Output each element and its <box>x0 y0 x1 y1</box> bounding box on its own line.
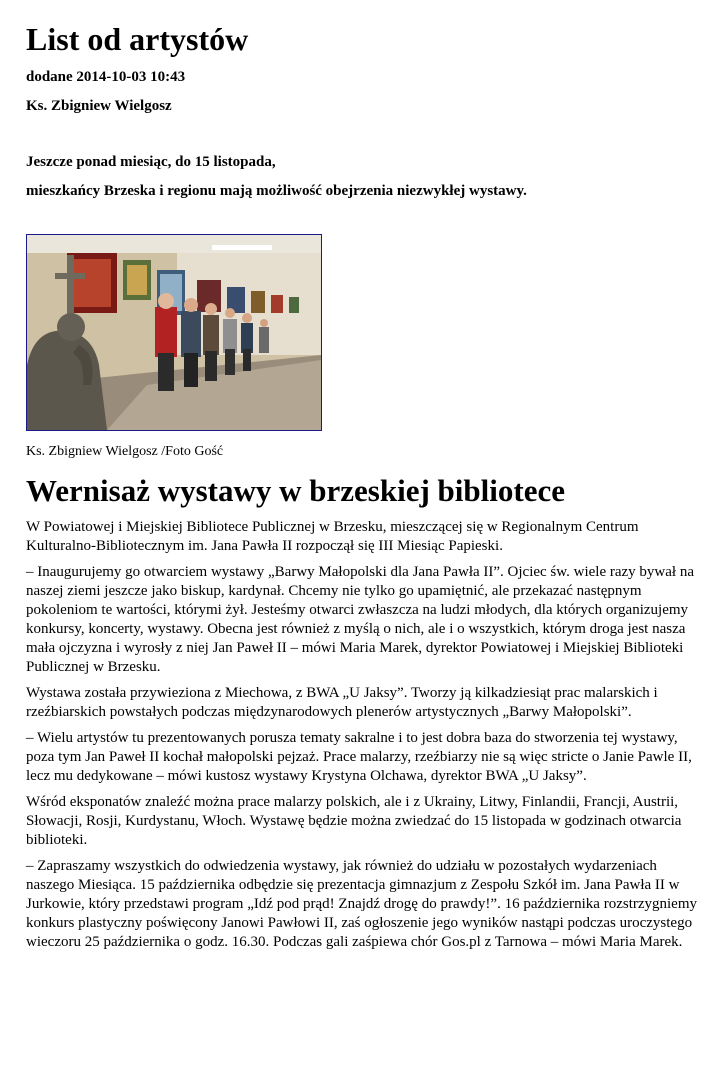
article-paragraph: – Wielu artystów tu prezentowanych porusza tematy sakralne i to jest dobra baza do stworzenia tej wystawy, poza tym Jan Paweł II kochał małopolski pejzaż. Prace malarzy, rzeźbiarzy nie są więc stricte o Janie Pawle II, lecz mu dedykowane – mówi kustosz wystawy Krystyna Olchawa, dyrektor BWA „U Jaksy”. <box>26 730 692 784</box>
article-photo[interactable] <box>26 234 322 431</box>
lead-line-2: mieszkańcy Brzeska i regionu mają możliwość obejrzenia niezwykłej wystawy. <box>26 183 527 199</box>
article-body <box>26 518 702 959</box>
article-paragraph: – Inaugurujemy go otwarciem wystawy „Barwy Małopolski dla Jana Pawła II”. Ojciec św. wiele razy bywał na naszej ziemi jeszcze jako biskup, kardynał. Chcemy nie tylko go upamiętnić, ale przekazać następnym pokoleniom te wartości, którymi żył. Jesteśmy otwarci zwłaszcza na ludzi młodych, dla których organizujemy konkursy, koncerty, wystawy. Obecna jest również z myślą o nich, ale i o wszystkich, którym droga jest nasza mała ojczyzna i wyrosły z niej Jan Paweł II – mówi Maria Marek, dyrektor Powiatowej i Miejskiej Biblioteki Publicznej w Brzesku. <box>26 564 694 675</box>
exhibition-photo-image <box>27 235 321 430</box>
lead-line-1: Jeszcze ponad miesiąc, do 15 listopada, <box>26 154 276 170</box>
article-paragraph: Wśród eksponatów znaleźć można prace malarzy polskich, ale i z Ukrainy, Litwy, Finlandii, Francji, Austrii, Słowacji, Rosji, Kurdystanu, Włoch. Wystawę będzie można zwiedzać do 15 listopada w godzinach otwarcia biblioteki. <box>26 794 682 848</box>
photo-caption: Ks. Zbigniew Wielgosz /Foto Gość <box>26 444 224 459</box>
article-paragraph: – Zapraszamy wszystkich do odwiedzenia wystawy, jak również do udziału w pozostałych wydarzeniach naszego Miesiąca. 15 października odbędzie się prezentacja gimnazjum z Zespołu Szkół im. Jana Pawła II w Jurkowie, który przedstawi program „Idź pod prąd! Znajdź drogę do prawdy!”. 16 października rozstrzygniemy konkurs plastyczny poświęcony Janowi Pawłowi II, zaś ogłoszenie jego wyników nastąpi podczas uroczystego wieczoru 25 października o godz. 16.30. Podczas gali zaśpiewa chór Gos.pl z Tarnowa – mówi Maria Marek. <box>26 858 698 950</box>
article-paragraph: Wystawa została przywieziona z Miechowa, z BWA „U Jaksy”. Tworzy ją kilkadziesiąt prac malarskich i rzeźbiarskich powstałych podczas międzynarodowych plenerów artystycznych „Barwy Małopolski”. <box>26 685 658 720</box>
article-paragraph: W Powiatowej i Miejskiej Bibliotece Publicznej w Brzesku, mieszczącej się w Regionalnym Centrum Kulturalno-Bibliotecznym im. Jana Pawła II rozpoczął się III Miesiąc Papieski. <box>26 519 639 554</box>
article-title: Wernisaż wystawy w brzeskiej bibliotece <box>26 473 565 508</box>
page-title: List od artystów <box>26 21 249 57</box>
date-line: dodane 2014-10-03 10:43 <box>26 69 186 85</box>
author-name: Ks. Zbigniew Wielgosz <box>26 98 172 114</box>
